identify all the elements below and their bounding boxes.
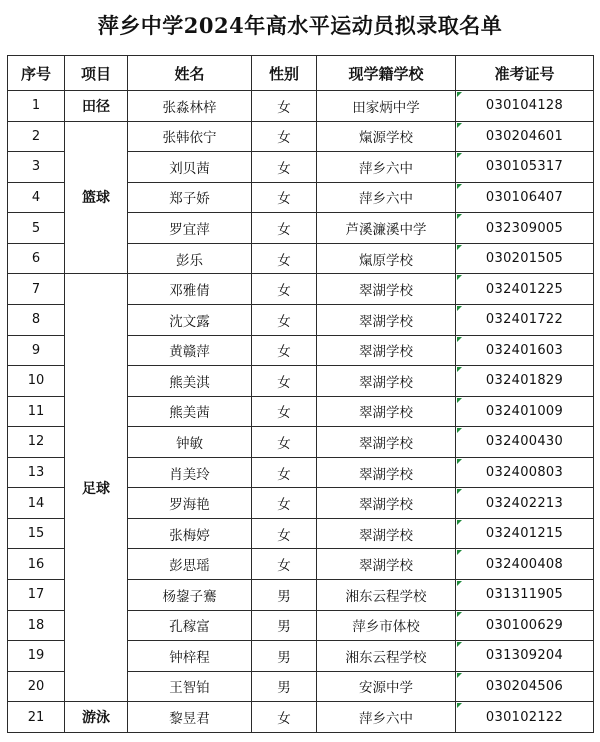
exam-id-cell: 032309005: [456, 213, 594, 244]
header-school: 现学籍学校: [317, 56, 456, 91]
table-row: [8, 702, 594, 733]
exam-id-cell: 030204506: [456, 671, 594, 702]
exam-id-cell: 032401722: [456, 304, 594, 335]
exam-id-cell: 031311905: [456, 580, 594, 611]
exam-id-cell: 032401603: [456, 335, 594, 366]
sex-cell: 男: [252, 580, 317, 611]
school-cell: 翠湖学校: [317, 396, 456, 427]
page-title: 萍乡中学2024年高水平运动员拟录取名单: [97, 13, 503, 38]
exam-id-cell: 032401009: [456, 396, 594, 427]
exam-id-cell: 032401829: [456, 366, 594, 397]
school-cell: 翠湖学校: [317, 304, 456, 335]
exam-id-cell: 032401225: [456, 274, 594, 305]
project-cell: 田径: [65, 91, 128, 122]
row-number-cell: 15: [8, 518, 65, 549]
school-cell: 田家炳中学: [317, 91, 456, 122]
exam-id-cell: 030105317: [456, 152, 594, 183]
table-body: [8, 91, 594, 733]
name-cell: 黎昱君: [128, 702, 252, 733]
sex-cell: 女: [252, 243, 317, 274]
header-name: 姓名: [128, 56, 252, 91]
name-cell: 彭思瑶: [128, 549, 252, 580]
school-cell: 翠湖学校: [317, 518, 456, 549]
school-cell: 安源中学: [317, 671, 456, 702]
header-row: [8, 56, 594, 91]
name-cell: 罗宜萍: [128, 213, 252, 244]
row-number-cell: 13: [8, 457, 65, 488]
name-cell: 钟梓程: [128, 641, 252, 672]
school-cell: 翠湖学校: [317, 335, 456, 366]
sex-cell: 女: [252, 396, 317, 427]
name-cell: 杨鋆子騫: [128, 580, 252, 611]
header-no: 序号: [8, 56, 65, 91]
row-number-cell: 14: [8, 488, 65, 519]
name-cell: 郑子娇: [128, 182, 252, 213]
row-number-cell: 19: [8, 641, 65, 672]
row-number-cell: 2: [8, 121, 65, 152]
school-cell: 湘东云程学校: [317, 641, 456, 672]
sex-cell: 女: [252, 274, 317, 305]
table-row: [8, 121, 594, 152]
row-number-cell: 10: [8, 366, 65, 397]
name-cell: 钟敏: [128, 427, 252, 458]
project-cell: 游泳: [65, 702, 128, 733]
name-cell: 罗海艳: [128, 488, 252, 519]
sex-cell: 女: [252, 457, 317, 488]
name-cell: 黄赣萍: [128, 335, 252, 366]
sex-cell: 女: [252, 91, 317, 122]
name-cell: 张淼林梓: [128, 91, 252, 122]
row-number-cell: 18: [8, 610, 65, 641]
school-cell: 萍乡六中: [317, 182, 456, 213]
school-cell: 翠湖学校: [317, 488, 456, 519]
sex-cell: 女: [252, 702, 317, 733]
sex-cell: 女: [252, 427, 317, 458]
exam-id-cell: 030204601: [456, 121, 594, 152]
project-cell: 篮球: [65, 121, 128, 274]
exam-id-cell: 032400408: [456, 549, 594, 580]
exam-id-cell: 032401215: [456, 518, 594, 549]
exam-id-cell: 031309204: [456, 641, 594, 672]
row-number-cell: 11: [8, 396, 65, 427]
row-number-cell: 7: [8, 274, 65, 305]
name-cell: 熊美淇: [128, 366, 252, 397]
sex-cell: 女: [252, 488, 317, 519]
school-cell: 萍乡市体校: [317, 610, 456, 641]
school-cell: 萍乡六中: [317, 702, 456, 733]
school-cell: 熂原学校: [317, 243, 456, 274]
exam-id-cell: 030100629: [456, 610, 594, 641]
name-cell: 彭乐: [128, 243, 252, 274]
sex-cell: 女: [252, 121, 317, 152]
school-cell: 湘东云程学校: [317, 580, 456, 611]
name-cell: 肖美玲: [128, 457, 252, 488]
header-sex: 性别: [252, 56, 317, 91]
sex-cell: 女: [252, 366, 317, 397]
name-cell: 张韩依宁: [128, 121, 252, 152]
school-cell: 翠湖学校: [317, 457, 456, 488]
exam-id-cell: 032400430: [456, 427, 594, 458]
name-cell: 刘贝茜: [128, 152, 252, 183]
sex-cell: 男: [252, 671, 317, 702]
sex-cell: 女: [252, 304, 317, 335]
name-cell: 孔稼富: [128, 610, 252, 641]
row-number-cell: 5: [8, 213, 65, 244]
row-number-cell: 12: [8, 427, 65, 458]
name-cell: 熊美茜: [128, 396, 252, 427]
school-cell: 翠湖学校: [317, 549, 456, 580]
sex-cell: 女: [252, 335, 317, 366]
school-cell: 翠湖学校: [317, 274, 456, 305]
school-cell: 萍乡六中: [317, 152, 456, 183]
sex-cell: 女: [252, 518, 317, 549]
exam-id-cell: 030102122: [456, 702, 594, 733]
name-cell: 邓雅倩: [128, 274, 252, 305]
exam-id-cell: 030106407: [456, 182, 594, 213]
table-row: [8, 274, 594, 305]
row-number-cell: 1: [8, 91, 65, 122]
exam-id-cell: 030104128: [456, 91, 594, 122]
admission-table: [7, 55, 594, 733]
header-project: 项目: [65, 56, 128, 91]
school-cell: 熂源学校: [317, 121, 456, 152]
name-cell: 沈文露: [128, 304, 252, 335]
row-number-cell: 16: [8, 549, 65, 580]
row-number-cell: 6: [8, 243, 65, 274]
sex-cell: 男: [252, 641, 317, 672]
row-number-cell: 3: [8, 152, 65, 183]
school-cell: 翠湖学校: [317, 366, 456, 397]
project-cell: 足球: [65, 274, 128, 702]
row-number-cell: 20: [8, 671, 65, 702]
table-row: [8, 91, 594, 122]
sex-cell: 女: [252, 549, 317, 580]
exam-id-cell: 032402213: [456, 488, 594, 519]
sex-cell: 女: [252, 152, 317, 183]
name-cell: 张梅婷: [128, 518, 252, 549]
sex-cell: 女: [252, 182, 317, 213]
school-cell: 芦溪濂溪中学: [317, 213, 456, 244]
row-number-cell: 17: [8, 580, 65, 611]
exam-id-cell: 030201505: [456, 243, 594, 274]
sex-cell: 女: [252, 213, 317, 244]
name-cell: 王智铂: [128, 671, 252, 702]
row-number-cell: 21: [8, 702, 65, 733]
header-exam-id: 准考证号: [456, 56, 594, 91]
school-cell: 翠湖学校: [317, 427, 456, 458]
sex-cell: 男: [252, 610, 317, 641]
row-number-cell: 8: [8, 304, 65, 335]
exam-id-cell: 032400803: [456, 457, 594, 488]
row-number-cell: 9: [8, 335, 65, 366]
row-number-cell: 4: [8, 182, 65, 213]
